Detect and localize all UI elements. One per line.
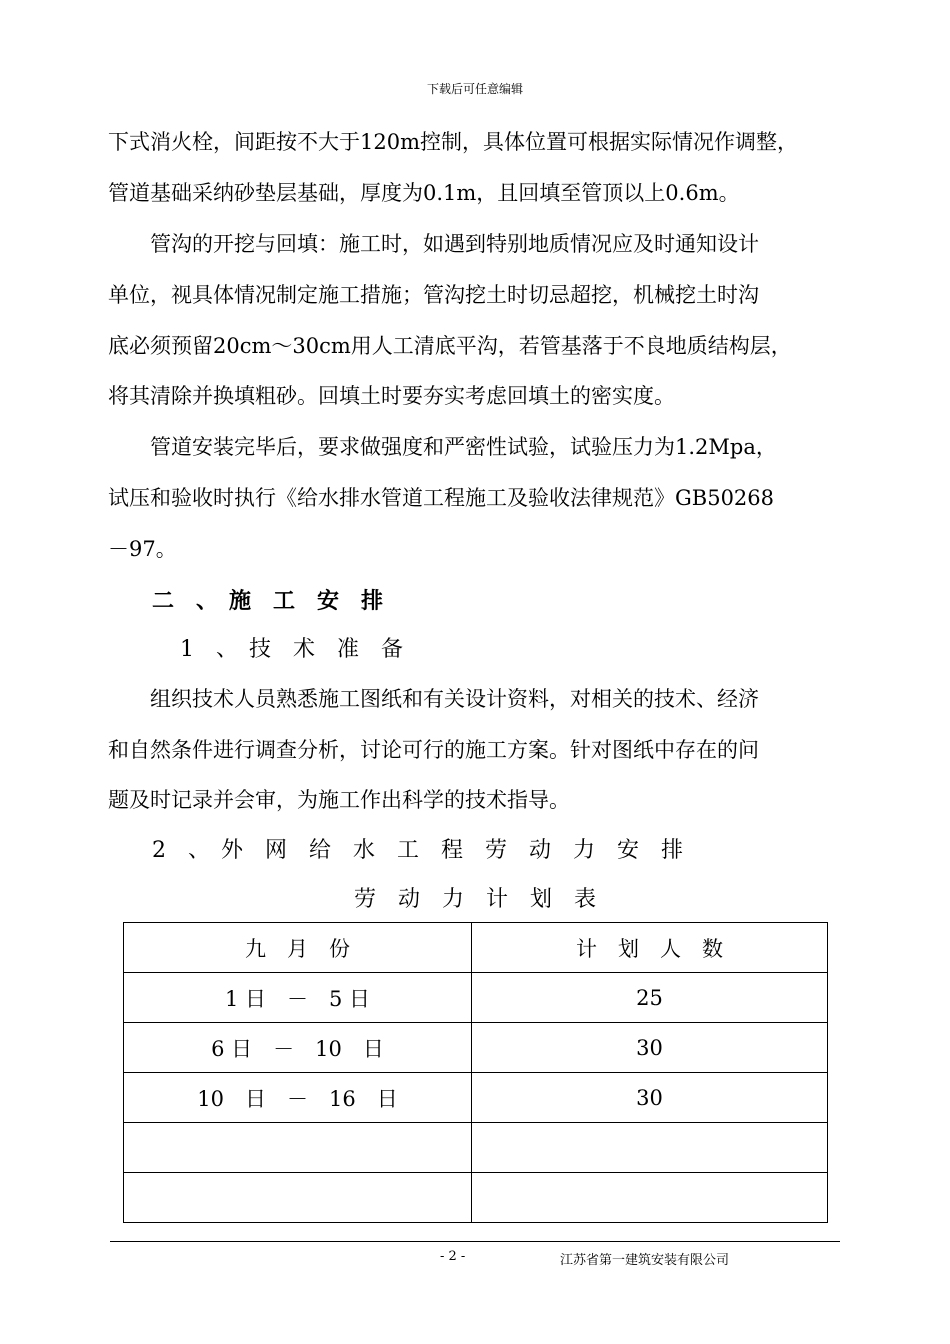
footer-divider: [110, 1241, 840, 1242]
table-cell: 10 日 － 16 日: [124, 1073, 472, 1123]
table-cell: 6 日 － 10 日: [124, 1023, 472, 1073]
page-header: 下载后可任意编辑: [426, 82, 523, 96]
table-row: [124, 1023, 828, 1073]
table-cell: 30: [472, 1023, 828, 1073]
sub-heading-labor: 2 、 外 网 给 水 工 程 劳 动 力 安 排: [152, 838, 683, 863]
body-line-2: 管道基础采纳砂垫层基础，厚度为0.1m，且回填至管顶以上0.6m。: [108, 181, 740, 205]
page-number: - 2 -: [440, 1249, 466, 1264]
body-line-6: 将其清除并换填粗砂。回填土时要夯实考虑回填土的密实度。: [108, 384, 675, 408]
body-line-1: 下式消火栓，间距按不大于120m控制，具体位置可根据实际情况作调整，: [108, 130, 798, 154]
table-cell: [124, 1173, 472, 1223]
table-row: [124, 973, 828, 1023]
header-cell-count: 计 划 人 数: [472, 923, 828, 973]
body-line-8: 试压和验收时执行《给水排水管道工程施工及验收法律规范》GB50268: [108, 486, 775, 510]
table-cell: 25: [472, 973, 828, 1023]
sub-heading-tech-prep: 1 、 技 术 准 备: [180, 637, 403, 662]
table-cell: [472, 1173, 828, 1223]
footer-company: 江苏省第一建筑安装有限公司: [560, 1253, 730, 1268]
section-heading: 二 、 施 工 安 排: [152, 588, 384, 614]
table-cell: 30: [472, 1073, 828, 1123]
table-row: [124, 1123, 828, 1173]
para2-line-2: 和自然条件进行调查分析，讨论可行的施工方案。针对图纸中存在的问: [108, 738, 759, 762]
table-cell: 1 日 － 5 日: [124, 973, 472, 1023]
body-line-4: 单位，视具体情况制定施工措施；管沟挖土时切忌超挖，机械挖土时沟: [108, 283, 759, 307]
para2-line-3: 题及时记录并会审，为施工作出科学的技术指导。: [108, 788, 570, 812]
para2-line-1: 组织技术人员熟悉施工图纸和有关设计资料，对相关的技术、经济: [108, 687, 759, 711]
table-cell: [472, 1123, 828, 1173]
table-row: [124, 1073, 828, 1123]
table-cell: [124, 1123, 472, 1173]
body-line-5: 底必须预留20cm～30cm用人工清底平沟，若管基落于不良地质结构层，: [108, 334, 792, 358]
body-line-9: －97。: [108, 537, 177, 561]
table-caption: 劳 动 力 计 划 表: [353, 887, 596, 912]
labor-plan-table: [123, 922, 828, 1223]
body-line-3: 管沟的开挖与回填：施工时，如遇到特别地质情况应及时通知设计: [108, 232, 759, 256]
header-cell-month: 九 月 份: [124, 923, 472, 973]
table-header-row: [124, 923, 828, 973]
body-line-7: 管道安装完毕后，要求做强度和严密性试验，试验压力为1.2Mpa，: [108, 435, 777, 459]
table-row: [124, 1173, 828, 1223]
